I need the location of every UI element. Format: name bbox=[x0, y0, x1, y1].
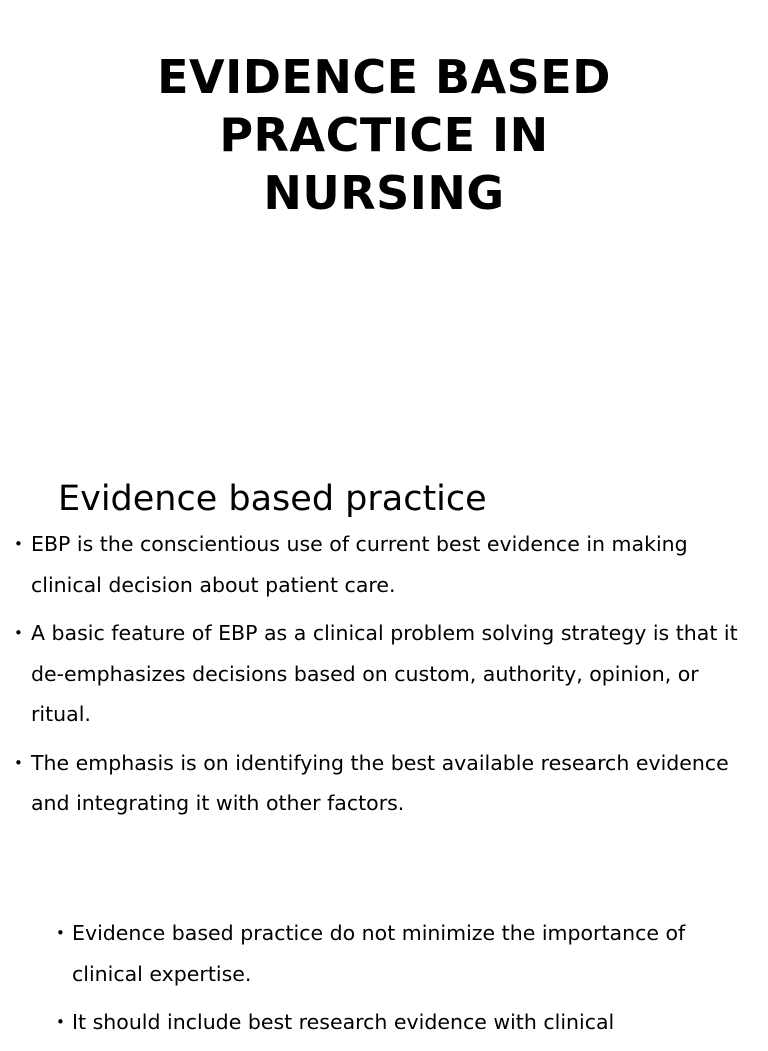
bullet-dot-icon: • bbox=[56, 1013, 65, 1031]
bullet-text-1: EBP is the conscientious use of current best evidence in making clinical decision about patient care. bbox=[31, 532, 688, 597]
bullet-dot-icon: • bbox=[14, 624, 23, 642]
bullet-dot-icon: • bbox=[14, 753, 23, 772]
bullet-dot-icon: • bbox=[56, 924, 65, 942]
bullet-text-4: Evidence based practice do not minimize the importance of clinical expertise. bbox=[72, 921, 686, 986]
bullet-dot-icon: • bbox=[14, 535, 23, 553]
bullet-list-continuation bbox=[56, 913, 746, 1051]
bullet-text-2: A basic feature of EBP as a clinical problem solving strategy is that it de-emphasizes decisions based on custom, authority, opinion, or ritual. bbox=[31, 621, 738, 726]
slide-title-line-2: PRACTICE IN bbox=[219, 108, 549, 162]
bullet-item-1 bbox=[14, 524, 744, 605]
bullet-item-5 bbox=[56, 1002, 746, 1043]
bullet-item-3 bbox=[14, 743, 744, 824]
bullet-text-5: It should include best research evidence with clinical bbox=[72, 1010, 615, 1034]
slide-title bbox=[0, 48, 768, 222]
bullet-text-3: The emphasis is on identifying the best available research evidence and integrating it with other factors. bbox=[31, 750, 729, 815]
bullet-item-4 bbox=[56, 913, 746, 994]
section-heading: Evidence based practice bbox=[58, 479, 487, 519]
slide-title-line-3: NURSING bbox=[263, 166, 505, 220]
slide-title-line-1: EVIDENCE BASED bbox=[157, 50, 611, 104]
bullet-list-main bbox=[14, 524, 744, 832]
bullet-item-2 bbox=[14, 613, 744, 735]
